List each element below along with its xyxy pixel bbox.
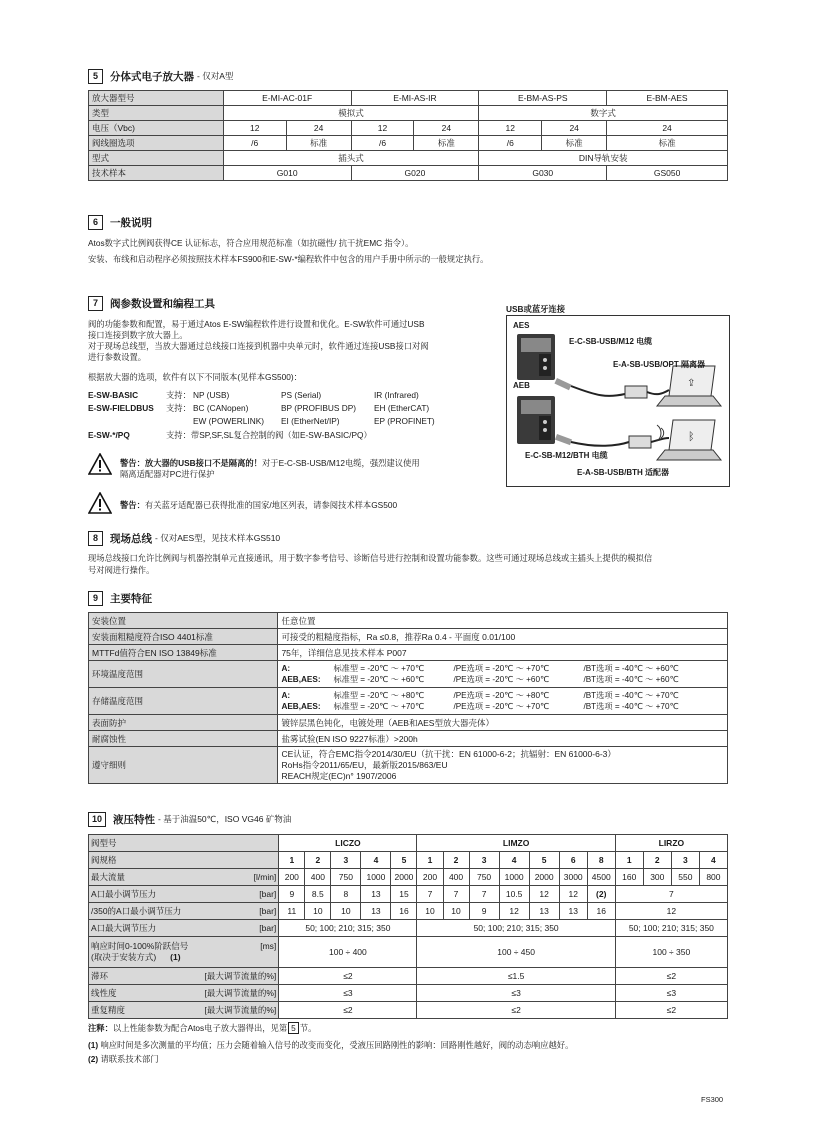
row-value: 75年，详细信息见技术样本 P007 <box>278 645 728 661</box>
paragraph: 阀的功能参数和配置，易于通过Atos E-SW编程软件进行设置和优化。E-SW软件可通过USB <box>88 319 425 329</box>
section-number: 10 <box>88 812 106 827</box>
table-cell: ≤2 <box>615 1002 727 1019</box>
software-pq-text: 支持：带SP,SF,SL复合控制的阀（如E-SW-BASIC/PQ） <box>166 430 372 440</box>
table-cell: 550 <box>671 869 699 886</box>
software-option: EI (EtherNet/IP) <box>281 416 340 426</box>
table-cell: 11 <box>279 903 305 920</box>
warning-icon <box>88 453 112 475</box>
table-cell: 3 <box>331 852 361 869</box>
table-cell: GS050 <box>607 166 728 181</box>
section-10-header <box>88 812 291 826</box>
table-cell: 24 <box>414 121 479 136</box>
table-cell: 160 <box>615 869 643 886</box>
table-row <box>89 166 728 181</box>
table-cell: 50; 100; 210; 315; 350 <box>417 920 615 937</box>
table-row <box>89 937 728 968</box>
table-cell: 750 <box>331 869 361 886</box>
software-option: NP (USB) <box>193 390 230 400</box>
row-label: 线性度 [最大调节流量的%] <box>89 985 279 1002</box>
table-cell: 24 <box>286 121 351 136</box>
table-row <box>89 920 728 937</box>
table-cell: /6 <box>351 136 414 151</box>
aes-label: AES <box>513 321 530 330</box>
table-cell: 100 ÷ 400 <box>279 937 417 968</box>
table-cell: 10 <box>305 903 331 920</box>
table-cell: 4500 <box>587 869 615 886</box>
software-option: EP (PROFINET) <box>374 416 435 426</box>
table-cell: E-MI-AS-IR <box>351 91 479 106</box>
warning-text-line2: 隔离适配器对PC进行保护 <box>120 469 215 479</box>
table-cell: 插头式 <box>223 151 479 166</box>
row-label: 最大流量 [l/min] <box>89 869 279 886</box>
table-cell: 2000 <box>529 869 559 886</box>
table-cell: 10 <box>417 903 443 920</box>
row-label: 类型 <box>89 106 224 121</box>
figure-title: USB或蓝牙连接 <box>506 304 566 314</box>
row-label: A口最小调节压力 [bar] <box>89 886 279 903</box>
footnote: (1) 响应时间是多次测量的平均值；压力会随着输入信号的改变而变化，受液压回路刚性的影响：回路刚性越好，阀的动态响应越好。 <box>88 1040 574 1050</box>
table-cell: 16 <box>391 903 417 920</box>
table-cell: 标准 <box>542 136 607 151</box>
section-title: 一般说明 <box>110 216 152 229</box>
row-label: 滞环 [最大调节流量的%] <box>89 968 279 985</box>
table-cell: 1 <box>279 852 305 869</box>
table-cell: ≤1.5 <box>417 968 615 985</box>
row-label: 阀线圈选项 <box>89 136 224 151</box>
table-cell: 9 <box>279 886 305 903</box>
table-row <box>89 645 728 661</box>
table-cell: 7 <box>469 886 499 903</box>
table-cell: 3 <box>469 852 499 869</box>
section-6-header <box>88 215 152 229</box>
table-row <box>89 903 728 920</box>
section-number: 7 <box>88 296 103 311</box>
table-row <box>89 835 728 852</box>
table-cell: ≤2 <box>279 968 417 985</box>
table-cell: 100 ÷ 350 <box>615 937 727 968</box>
row-label: 遵守细则 <box>89 747 278 784</box>
table-cell: 标准 <box>414 136 479 151</box>
table-cell: 100 ÷ 450 <box>417 937 615 968</box>
table-cell: 7 <box>417 886 443 903</box>
table-cell: 4 <box>499 852 529 869</box>
table-cell: 标准 <box>607 136 728 151</box>
software-name: E-SW-FIELDBUS <box>88 403 154 413</box>
hydraulic-table <box>88 834 728 1019</box>
table-cell: 50; 100; 210; 315; 350 <box>279 920 417 937</box>
table-cell: E-BM-AES <box>607 91 728 106</box>
row-value: 任意位置 <box>278 613 728 629</box>
section-number: 6 <box>88 215 103 230</box>
section-5-header <box>88 69 233 83</box>
table-cell: 800 <box>699 869 727 886</box>
table-row <box>89 968 728 985</box>
table-cell: 16 <box>587 903 615 920</box>
table-cell: 2 <box>443 852 469 869</box>
software-support-label: 支持： <box>166 390 191 400</box>
table-cell: G010 <box>223 166 351 181</box>
table-cell: 9 <box>469 903 499 920</box>
table-row <box>89 106 728 121</box>
table-row <box>89 688 728 715</box>
row-label: 环境温度范围 <box>89 661 278 688</box>
table-cell: 数字式 <box>479 106 728 121</box>
table-cell: 750 <box>469 869 499 886</box>
table-cell: ≤2 <box>279 1002 417 1019</box>
row-label: A口最大调节压力 [bar] <box>89 920 279 937</box>
section-number: 9 <box>88 591 103 606</box>
row-label: 安装面粗糙度符合ISO 4401标准 <box>89 629 278 645</box>
table-cell: 13 <box>559 903 587 920</box>
paragraph: 安装、布线和启动程序必须按照技术样本FS900和E-SW-*编程软件中包含的用户手册中所示的一般规定执行。 <box>88 254 489 264</box>
table-cell: 300 <box>643 869 671 886</box>
paragraph: 号对阀进行操作。 <box>88 565 155 575</box>
row-label: /350的A口最小调节压力 [bar] <box>89 903 279 920</box>
table-cell: 4 <box>361 852 391 869</box>
table-cell: 12 <box>223 121 286 136</box>
table-row <box>89 747 728 784</box>
section-7-header <box>88 296 215 310</box>
row-label: 表面防护 <box>89 715 278 731</box>
row-label: 安装位置 <box>89 613 278 629</box>
table-row <box>89 629 728 645</box>
table-cell: 4 <box>699 852 727 869</box>
software-name: E-SW-*/PQ <box>88 430 130 440</box>
table-cell: (2) <box>587 886 615 903</box>
warning-text: 警告：有关蓝牙适配器已获得批准的国家/地区列表，请参阅技术样本GS500 <box>120 500 398 510</box>
table-cell: 200 <box>417 869 443 886</box>
table-row <box>89 1002 728 1019</box>
software-option: PS (Serial) <box>281 390 322 400</box>
table-cell: 1 <box>615 852 643 869</box>
table-row <box>89 869 728 886</box>
cable-usb-label: E-C-SB-USB/M12 电缆 <box>569 337 653 346</box>
table-cell: 13 <box>529 903 559 920</box>
svg-text:ᛒ: ᛒ <box>688 430 695 443</box>
paragraph: 接口连接到数字放大器上。 <box>88 330 188 340</box>
software-support-label: 支持： <box>166 403 191 413</box>
footnote: (2) 请联系技术部门 <box>88 1054 159 1064</box>
section-subtitle: - 仅对A型 <box>197 71 234 81</box>
paragraph: 现场总线接口允许比例阀与机器控制单元直接通讯，用于数字参考信号、诊断信号进行控制和设置功能参数。这些可通过现场总线或主插头上提供的模拟信 <box>88 553 653 563</box>
section-title: 液压特性 <box>113 813 155 826</box>
table-cell: 24 <box>607 121 728 136</box>
table-row <box>89 121 728 136</box>
table-cell: G020 <box>351 166 479 181</box>
table-row <box>89 613 728 629</box>
row-label: 型式 <box>89 151 224 166</box>
table-cell: ≤2 <box>417 1002 615 1019</box>
table-cell: ≤3 <box>279 985 417 1002</box>
model-header: LICZO <box>279 835 417 852</box>
bt-adapter-label: E-A-SB-USB/BTH 适配器 <box>577 468 669 477</box>
table-row <box>89 886 728 903</box>
row-value: 可接受的粗糙度指标，Ra ≤0.8，推荐Ra 0.4 - 平面度 0.01/100 <box>278 629 728 645</box>
table-row <box>89 136 728 151</box>
table-cell: ≤3 <box>417 985 615 1002</box>
model-header: LIRZO <box>615 835 727 852</box>
section-number: 8 <box>88 531 103 546</box>
section-title: 分体式电子放大器 <box>110 70 194 83</box>
table-cell: 8.5 <box>305 886 331 903</box>
features-table <box>88 612 728 784</box>
row-label: 阀规格 <box>89 852 279 869</box>
row-value: 盐雾试验(EN ISO 9227标准）>200h <box>278 731 728 747</box>
table-cell: 7 <box>443 886 469 903</box>
table-cell: 13 <box>361 886 391 903</box>
note: 注释：以上性能参数为配合Atos电子放大器得出，见第 5 节。 <box>88 1023 317 1033</box>
table-cell: 7 <box>615 886 727 903</box>
table-cell: E-MI-AC-01F <box>223 91 351 106</box>
software-option: EW (POWERLINK) <box>193 416 264 426</box>
row-label: 阀型号 <box>89 835 279 852</box>
table-cell: /6 <box>223 136 286 151</box>
table-cell: 12 <box>479 121 542 136</box>
table-cell: 5 <box>529 852 559 869</box>
section-title: 阀参数设置和编程工具 <box>110 297 215 310</box>
paragraph: 对于现场总线型，当放大器通过总线接口连接到机器中央单元时，软件通过连接USB接口对阀 <box>88 341 429 351</box>
table-row <box>89 985 728 1002</box>
table-cell: 6 <box>559 852 587 869</box>
software-name: E-SW-BASIC <box>88 390 139 400</box>
paragraph: 进行参数设置。 <box>88 352 147 362</box>
section-title: 现场总线 <box>110 532 152 545</box>
paragraph: Atos数字式比例阀获得CE 认证标志，符合应用规范标准（如抗磁性/ 抗干扰EMC 指令）。 <box>88 238 414 248</box>
svg-text:⇪: ⇪ <box>687 378 696 389</box>
row-label: MTTFd值符合EN ISO 13849标准 <box>89 645 278 661</box>
table-row <box>89 731 728 747</box>
aeb-label: AEB <box>513 381 530 390</box>
table-cell: 1000 <box>499 869 529 886</box>
table-cell: 10 <box>443 903 469 920</box>
row-label: 耐腐蚀性 <box>89 731 278 747</box>
page-code: FS300 <box>701 1095 724 1104</box>
table-cell: 模拟式 <box>223 106 479 121</box>
software-option: BC (CANopen) <box>193 403 249 413</box>
section-title: 主要特征 <box>110 592 152 605</box>
section-9-header <box>88 591 152 605</box>
row-label: 响应时间0-100%阶跃信号 [ms] (取决于安装方式) (1) <box>89 937 279 968</box>
table-cell: 8 <box>331 886 361 903</box>
table-cell: 8 <box>587 852 615 869</box>
row-value: 镀锌层黑色钝化，电镀处理（AEB和AES型放大器壳体） <box>278 715 728 731</box>
section-subtitle: - 仅对AES型，见技术样本GS510 <box>155 533 281 543</box>
row-label: 存储温度范围 <box>89 688 278 715</box>
table-cell: 5 <box>391 852 417 869</box>
table-row <box>89 661 728 688</box>
section-number: 5 <box>88 69 103 84</box>
table-cell: 1000 <box>361 869 391 886</box>
table-cell: ≤3 <box>615 985 727 1002</box>
table-cell: 2 <box>643 852 671 869</box>
table-row <box>89 91 728 106</box>
table-cell: 1 <box>417 852 443 869</box>
section-subtitle: - 基于油温50℃，ISO VG46 矿物油 <box>158 814 292 824</box>
amplifier-table <box>88 90 728 181</box>
table-cell: 12 <box>559 886 587 903</box>
compliance-value: CE认证，符合EMC指令2014/30/EU（抗干扰：EN 61000-6-2；抗辐射：EN 61000-6-3） RoHs指令2011/65/EU，最新版2015/863/EU REACH规定(EC)n° 1907/2006 <box>278 747 728 784</box>
table-cell: 200 <box>279 869 305 886</box>
table-cell: ≤2 <box>615 968 727 985</box>
table-cell: G030 <box>479 166 607 181</box>
row-label: 电压（Vbc) <box>89 121 224 136</box>
table-cell: 12 <box>529 886 559 903</box>
table-cell: 400 <box>305 869 331 886</box>
software-option: IR (Infrared) <box>374 390 419 400</box>
table-cell: 10 <box>331 903 361 920</box>
table-row <box>89 151 728 166</box>
table-cell: 3000 <box>559 869 587 886</box>
warning-text: 警告：放大器的USB接口不是隔离的！对于E-C-SB-USB/M12电缆，强烈建议使用 <box>120 458 420 468</box>
software-option: EH (EtherCAT) <box>374 403 430 413</box>
table-cell: DIN导轨安装 <box>479 151 728 166</box>
table-cell: 2000 <box>391 869 417 886</box>
table-cell: 50; 100; 210; 315; 350 <box>615 920 727 937</box>
software-option: BP (PROFIBUS DP) <box>281 403 356 413</box>
table-cell: 12 <box>351 121 414 136</box>
paragraph: 根据放大器的选项，软件有以下不同版本(见样本GS500)： <box>88 372 302 382</box>
isolator-label: E-A-SB-USB/OPT 隔离器 <box>613 360 705 369</box>
table-row <box>89 852 728 869</box>
temperature-value: A: 标准型 = -20℃ ～ +80℃ /PE选项 = -20℃ ～ +80℃ /BT选项 = -40℃ ～ +70℃ AEB,AES: 标准型 = -20℃ ～ +70℃ /PE选项 = -20℃ ～ +70℃ /BT选项 = -40℃ ～ +70℃ <box>278 688 728 715</box>
table-cell: 13 <box>361 903 391 920</box>
temperature-value: A: 标准型 = -20℃ ～ +70℃ /PE选项 = -20℃ ～ +70℃ /BT选项 = -40℃ ～ +60℃ AEB,AES: 标准型 = -20℃ ～ +60℃ /PE选项 = -20℃ ～ +60℃ /BT选项 = -40℃ ～ +60℃ <box>278 661 728 688</box>
table-cell: 12 <box>615 903 727 920</box>
table-cell: 400 <box>443 869 469 886</box>
table-cell: 3 <box>671 852 699 869</box>
table-cell: 15 <box>391 886 417 903</box>
row-label: 重复精度 [最大调节流量的%] <box>89 1002 279 1019</box>
table-cell: E-BM-AS-PS <box>479 91 607 106</box>
table-cell: 12 <box>499 903 529 920</box>
connection-figure <box>506 315 730 487</box>
table-cell: 2 <box>305 852 331 869</box>
table-cell: 标准 <box>286 136 351 151</box>
row-label: 放大器型号 <box>89 91 224 106</box>
table-row <box>89 715 728 731</box>
table-cell: /6 <box>479 136 542 151</box>
table-cell: 24 <box>542 121 607 136</box>
model-header: LIMZO <box>417 835 615 852</box>
section-8-header <box>88 531 280 545</box>
cable-bth-label: E-C-SB-M12/BTH 电缆 <box>525 451 608 460</box>
warning-icon <box>88 492 112 514</box>
row-label: 技术样本 <box>89 166 224 181</box>
table-cell: 10.5 <box>499 886 529 903</box>
